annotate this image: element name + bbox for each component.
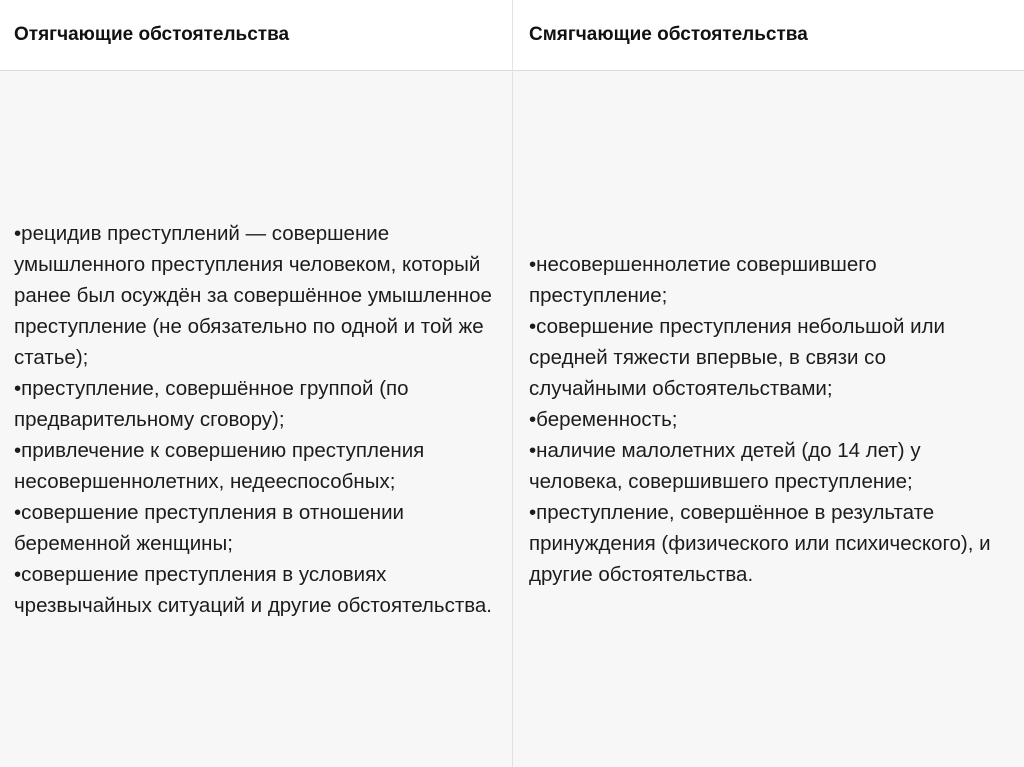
- list-item: •преступление, совершённое группой (по предварительному сговору);: [14, 376, 409, 431]
- list-item: •совершение преступления в отношении беременной женщины;: [14, 500, 405, 555]
- column-divider: [512, 0, 513, 767]
- list-item: •привлечение к совершению преступления несовершеннолетних, недееспособных;: [14, 438, 425, 493]
- list-item: •беременность;: [529, 407, 678, 431]
- aggravating-cell: [0, 71, 512, 767]
- aggravating-header: Отягчающие обстоятельства: [14, 24, 290, 45]
- list-item: •совершение преступления небольшой или средней тяжести впервые, в связи со случайными обстоятельствами;: [529, 314, 945, 400]
- mitigating-list: [529, 249, 1007, 590]
- list-item: •преступление, совершённое в результате принуждения (физического или психического), и другие обстоятельства.: [529, 500, 991, 586]
- mitigating-cell: [512, 71, 1024, 767]
- mitigating-header: Смягчающие обстоятельства: [529, 24, 808, 45]
- list-item: •несовершеннолетие совершившего преступление;: [529, 252, 877, 307]
- list-item: •рецидив преступлений — совершение умышленного преступления человеком, который ранее был осуждён за совершённое умышленное преступление (не обязательно по одной и той же статье);: [14, 221, 492, 369]
- list-item: •наличие малолетних детей (до 14 лет) у человека, совершившего преступление;: [529, 438, 921, 493]
- list-item: •совершение преступления в условиях чрезвычайных ситуаций и другие обстоятельства.: [14, 562, 492, 617]
- aggravating-list: [14, 218, 498, 621]
